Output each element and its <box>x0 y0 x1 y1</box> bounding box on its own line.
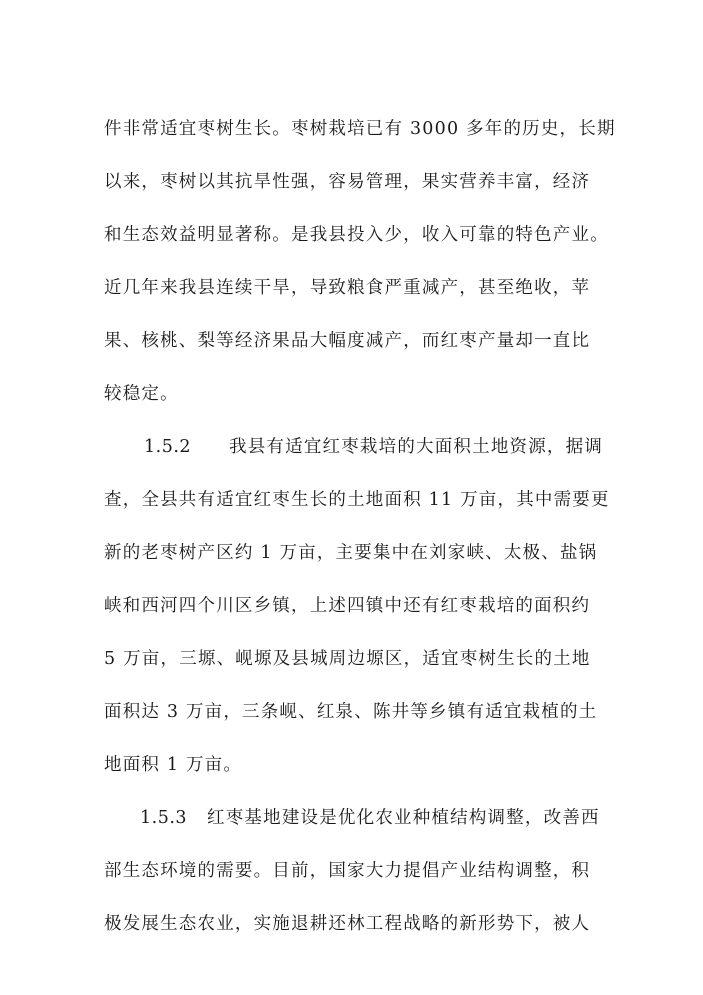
paragraph-2-line-4: 峡和西河四个川区乡镇，上述四镇中还有红枣栽培的面积约 <box>104 596 591 616</box>
paragraph-1-line-6: 较稳定。 <box>104 384 179 404</box>
paragraph-3-line-3: 极发展生态农业，实施退耕还林工程战略的新形势下，被人 <box>104 914 591 934</box>
paragraph-2-line-5: 5 万亩，三塬、岘塬及县城周边塬区，适宜枣树生长的土地 <box>104 649 591 669</box>
paragraph-2-line-6: 面积达 3 万亩，三条岘、红泉、陈井等乡镇有适宜栽植的土 <box>104 702 598 722</box>
paragraph-3-first-line-text: 红枣基地建设是优化农业种植结构调整，改善西 <box>207 808 600 828</box>
paragraph-2-line-2: 查，全县共有适宜红枣生长的土地面积 11 万亩，其中需要更 <box>104 490 610 510</box>
paragraph-1-line-1: 件非常适宜枣树生长。枣树栽培已有 3000 多年的历史，长期 <box>104 119 616 139</box>
paragraph-2-line-7: 地面积 1 万亩。 <box>104 755 243 775</box>
paragraph-3-first-line <box>140 807 600 829</box>
paragraph-1-line-5: 果、核桃、梨等经济果品大幅度减产，而红枣产量却一直比 <box>104 331 591 351</box>
paragraph-2-line-3: 新的老枣树产区约 1 万亩，主要集中在刘家峡、太极、盐锅 <box>104 543 598 563</box>
paragraph-1-line-2: 以来，枣树以其抗旱性强，容易管理，果实营养丰富，经济 <box>104 172 591 192</box>
paragraph-1-line-4: 近几年来我县连续干旱，导致粮食严重减产，甚至绝收，苹 <box>104 278 591 298</box>
paragraph-2-first-line <box>144 436 603 458</box>
paragraph-1-line-3: 和生态效益明显著称。是我县投入少，收入可靠的特色产业。 <box>104 225 609 245</box>
section-number-1-5-2: 1.5.2 <box>144 437 192 457</box>
section-number-1-5-3: 1.5.3 <box>140 808 188 828</box>
paragraph-2-first-line-text: 我县有适宜红枣栽培的大面积土地资源，据调 <box>229 437 604 457</box>
paragraph-3-line-2: 部生态环境的需要。目前，国家大力提倡产业结构调整，积 <box>104 861 591 881</box>
